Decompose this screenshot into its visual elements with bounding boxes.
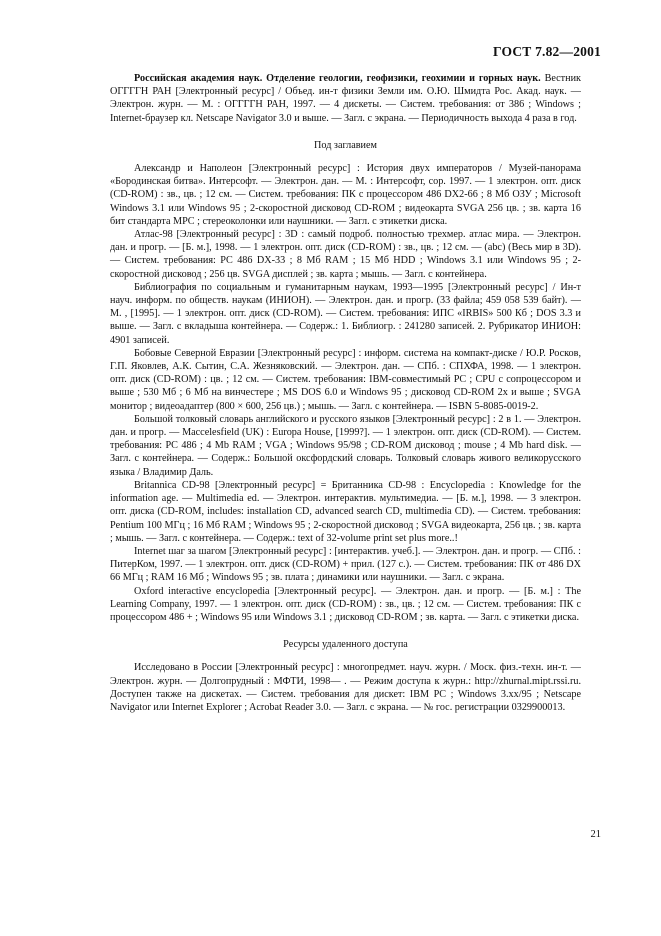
standard-code: ГОСТ 7.82—2001 [493,44,601,59]
section-heading-title: Под заглавием [314,139,377,151]
page-number: 21 [590,829,601,840]
bibliography-entry: Исследовано в России [Электронный ресурс] : многопредмет. науч. журн. / Моск. физ.-техн. ин-т. — Электрон. журн. — Долгопрудный : МФТИ, 1998— . — Режим доступа к журн.: http://zhurnal.mipt.rssi.ru. Доступен также на дискетах. — Систем. требования для дискет: IBM PC ; Windows 3.xx/95 ; Netscape Navigator или Internet Explorer ; Acrobat Reader 3.0. — Загл. с экрана. — № гос. регистрации 0329900013. [110,662,581,713]
bibliography-entry: Бобовые Северной Евразии [Электронный ресурс] : информ. система на компакт-диске / Ю.Р. Росков, Г.П. Яковлев, А.К. Сытин, С.А. Жезняковский. — Электрон. дан. — СПб. : СПХФА, 1998. — 1 электрон. опт. диск (CD-ROM) : цв. ; 12 см. — Систем. требования: IBM-совместимый PC ; CPU с сопроцессором и выше ; 530 Мб ; 6 Мб на винчестере ; MS DOS 6.0 и Windows 95 ; дисковод CD-ROM 2x и выше ; SVGA монитор ; видеоадаптер (800 × 600, 256 цв.) ; мышь. — Загл. с контейнера. — ISBN 5-8085-0019-2. [110,347,581,412]
bibliography-entry [110,72,581,125]
bibliography-entry: Britannica CD-98 [Электронный ресурс] = Британника CD-98 : Encyclopedia : Knowledge for the information age. — Multimedia ed. — Электрон. интерактив. мультимедиа. — [Б. м.], 1998. — 3 электрон. опт. диска (CD-ROM, includes: installation CD, advanced search CD, multimedia CD). — Систем. требования: Pentium 100 МГц ; 16 Мб RAM ; Windows 95 ; 2-скоростной дисковод ; SVGA видеокарта, 256 цв. ; зв. карта ; мышь. — Загл. с контейнера. — Содерж.: text of 32-volume print set plus more..! [110,479,581,544]
bibliography-entry: Атлас-98 [Электронный ресурс] : 3D : самый подроб. полностью трехмер. атлас мира. — Электрон. дан. и прогр. — [Б. м.], 1998. — 1 электрон. опт. диск (CD-ROM) : зв., цв. ; 12 см. — (abc) (Весь мир в 3D). — Систем. требования: PC 486 DX-33 ; 8 Мб RAM ; 15 Мб HDD ; Windows 3.1 или Windows 95 ; 2-скоростной дисковод ; 256 цв. SVGA дисплей ; зв. карта ; мышь. — Загл. с контейнера. [110,229,581,280]
bibliography-body [110,72,581,714]
bibliography-entry: Большой толковый словарь английского и русского языков [Электронный ресурс] : 2 в 1. — Электрон. дан. и прогр. — Maccelesfield (UK) : Europa House, [1999?]. — 1 электрон. опт. диск (CD-ROM). — Систем. требования: PC 486 ; 4 Mb RAM ; VGA ; Windows 95/98 ; CD-ROM дисковод ; mouse ; 4 Mb hard disk. — Загл. с контейнера. — Содерж.: Большой оксфордский словарь. Толковый словарь живого великорусского языка / Владимир Даль. [110,413,581,478]
entry-text: Вестник ОГГГГН РАН [Электронный ресурс] / Объед. ин-т физики Земли им. О.Ю. Шмидта Рос. Акад. наук. — Электрон. журн. — М. : ОГГГГН РАН, 1997. — 4 дискеты. — Систем. требования: от 386 ; Windows ; Internet-браузер кл. Netscape Navigator 3.0 и выше. — Загл. с экрана. — Периодичность выхода 4 раза в год. [110,73,581,124]
bibliography-entry: Библиография по социальным и гуманитарным наукам, 1993—1995 [Электронный ресурс] / Ин-т науч. информ. по обществ. наукам (ИНИОН). — Электрон. дан. и прогр. (33 файла; 459 058 539 байт). — М. , [1995]. — 1 электрон. опт. диск (CD-ROM). — Систем. требования: ИПС «IRBIS» 500 Кб ; DOS 3.3 и выше. — Загл. с вкладыша контейнера. — Содерж.: 1. Библиогр. : 241280 записей. 2. Рубрикатор ИНИОН: 4901 записей. [110,281,581,346]
section-heading-remote: Ресурсы удаленного доступа [283,639,408,651]
bibliography-entry: Александр и Наполеон [Электронный ресурс] : История двух императоров / Музей-панорама «Бородинская битва». Интерсофт. — Электрон. дан. — М. : Интерсофт, сор. 1997. — 1 электрон. опт. диск (CD-ROM) : зв., цв. ; 12 см. — Систем. требования: ПК с процессором 486 DX2-66 ; 8 Мб ОЗУ ; Microsoft Windows 3.1 или Windows 95 ; 2-скоростной дисковод CD-ROM ; видеокарта SVGA 256 цв. ; зв. карта 16 бит стандарта MPC ; стереоколонки или наушники. — Загл. с этикетки диска. [110,163,581,227]
bibliography-entry: Internet шаг за шагом [Электронный ресурс] : [интерактив. учеб.]. — Электрон. дан. и прогр. — СПб. : ПитерКом, 1997. — 1 электрон. опт. диск (CD-ROM) + прил. (127 с.). — Систем. требования: ПК от 486 DX 66 МГц ; RAM 16 Мб ; Windows 95 ; зв. плата ; динамики или наушники. — Загл. с экрана. [110,545,581,584]
bibliography-entry: Oxford interactive encyclopedia [Электронный ресурс]. — Электрон. дан. и прогр. — [Б. м.] : The Learning Company, 1997. — 1 электрон. опт. диск (CD-ROM) : зв., цв. ; 12 см. — Систем. требования: ПК с процессором 486 + ; Windows 95 или Windows 3.1 ; дисковод CD-ROM ; зв. карта. — Загл. с этикетки диска. [110,585,581,623]
entry-author-heading: Российская академия наук. Отделение геологии, геофизики, геохимии и горных наук. [134,73,541,84]
